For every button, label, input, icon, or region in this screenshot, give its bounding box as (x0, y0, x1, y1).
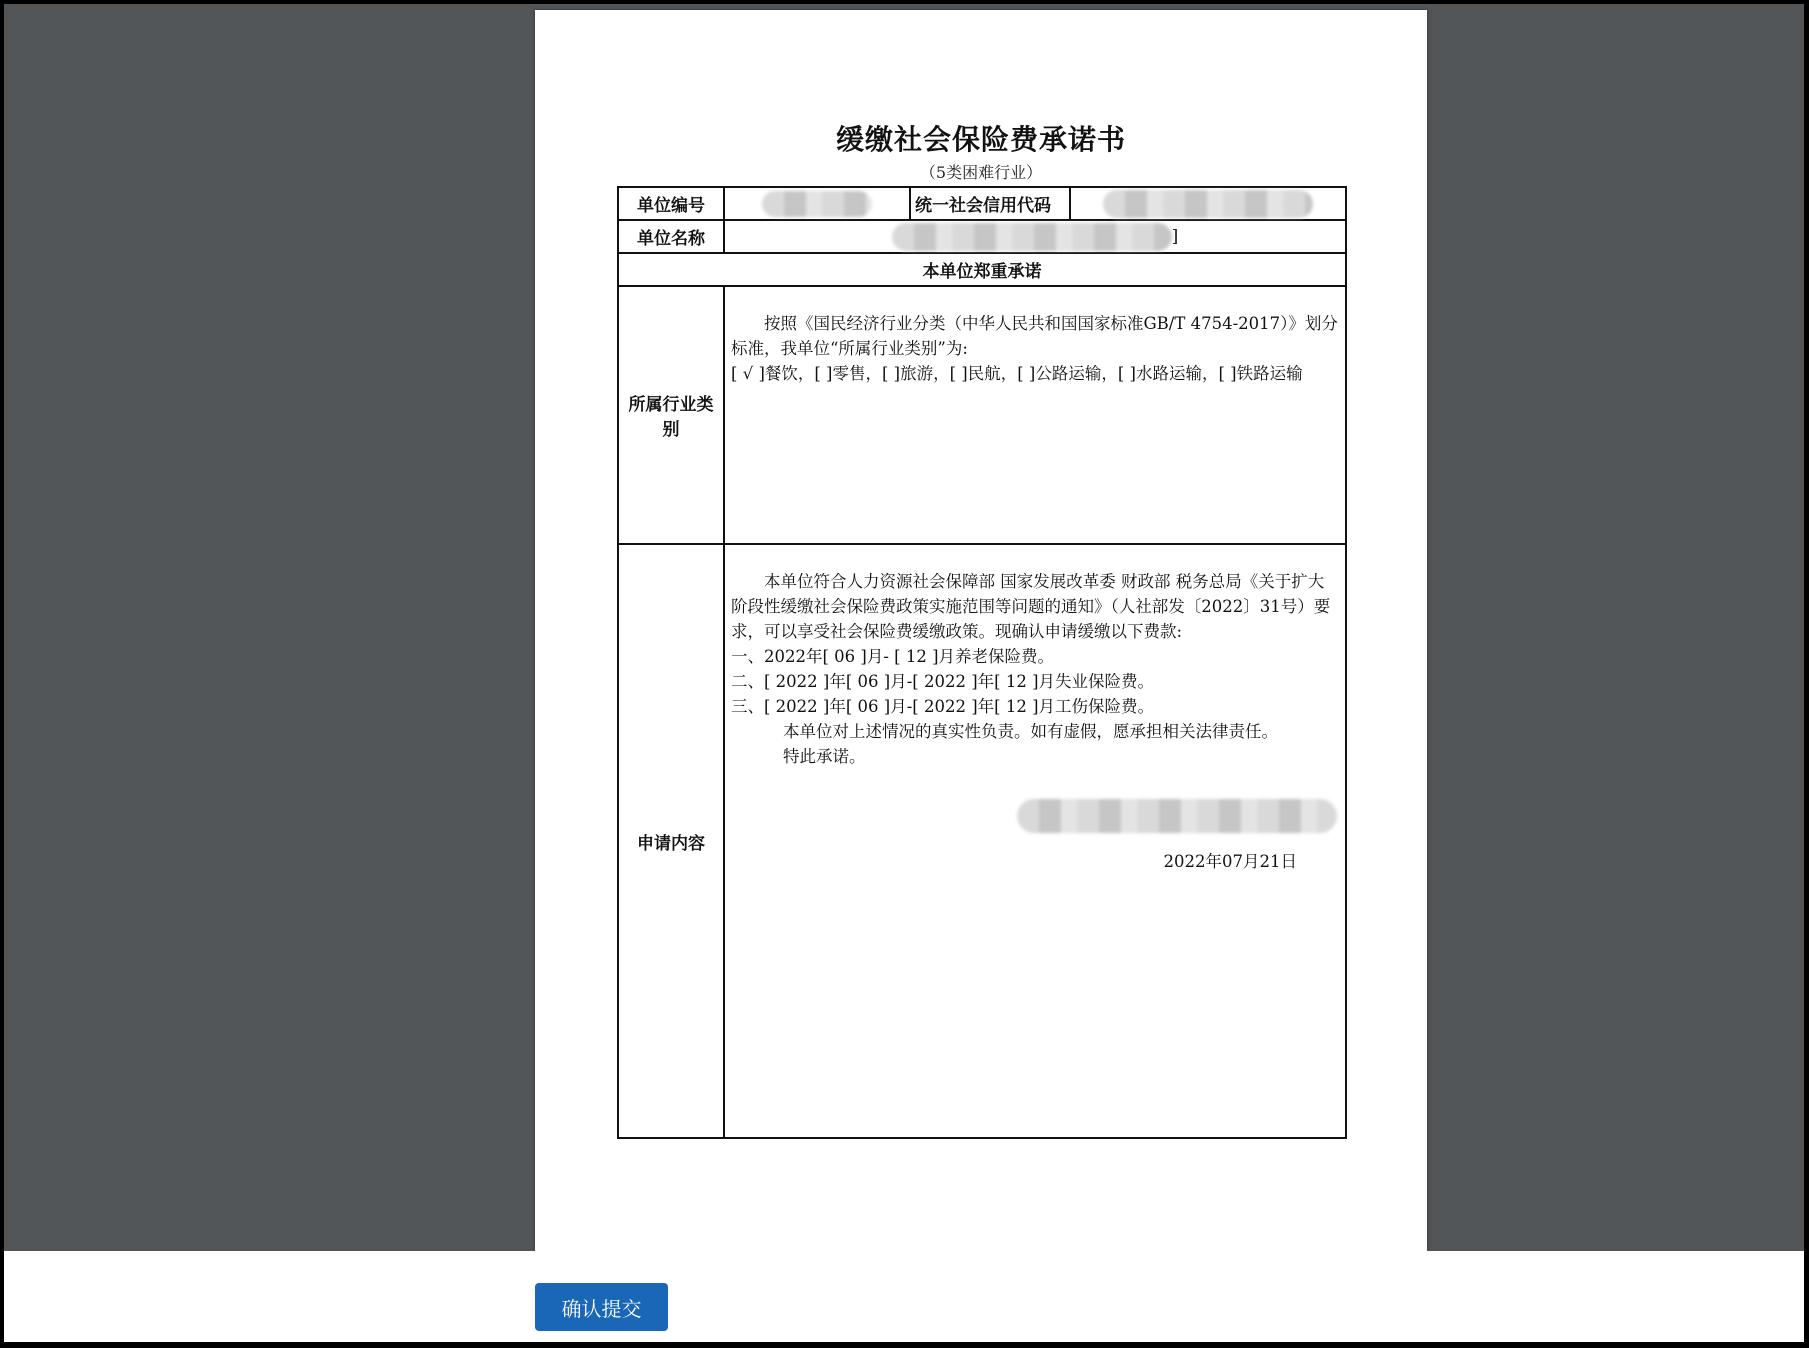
commitment-form-table (617, 186, 1347, 1139)
redacted-unit-name (892, 223, 1172, 251)
table-row (618, 187, 1346, 220)
list-item: 一、2022年[ 06 ]月- [ 12 ]月养老保险费。 (731, 647, 1055, 666)
document-title: 缓缴社会保险费承诺书 (835, 123, 1126, 156)
unit-name-tail: ] (1171, 226, 1179, 246)
document-subtitle: （5类困难行业） (919, 163, 1043, 182)
unit-name-value (724, 220, 1346, 253)
redacted-unit-number (762, 191, 872, 217)
confirm-submit-button[interactable]: 确认提交 (535, 1283, 668, 1331)
industry-options: [ √ ]餐饮，[ ]零售，[ ]旅游，[ ]民航，[ ]公路运输，[ ]水路运输，[ ]铁路运输 (731, 364, 1303, 383)
action-bar (4, 1251, 1804, 1342)
document-page (535, 10, 1427, 1251)
commitment-heading: 本单位郑重承诺 (618, 253, 1346, 286)
table-row (618, 253, 1346, 286)
industry-label: 所属行业类别 (618, 286, 724, 544)
unit-number-value (724, 187, 910, 220)
redacted-credit-code (1103, 190, 1313, 218)
app-frame (4, 4, 1804, 1342)
responsibility-statement: 本单位对上述情况的真实性负责。如有虚假，愿承担相关法律责任。 (783, 722, 1278, 741)
unit-name-label: 单位名称 (618, 220, 724, 253)
unit-number-label: 单位编号 (618, 187, 724, 220)
signature-area (731, 769, 1339, 849)
list-item: 二、[ 2022 ]年[ 06 ]月-[ 2022 ]年[ 12 ]月失业保险费。 (731, 672, 1155, 691)
application-paragraph: 本单位符合人力资源社会保障部 国家发展改革委 财政部 税务总局《关于扩大阶段性缓缴社会保险费政策实施范围等问题的通知》（人社部发〔2022〕31号）要求，可以享受社会保险费缓缴政策。现确认申请缓缴以下费款: (731, 572, 1331, 641)
pdf-viewer[interactable] (4, 4, 1804, 1251)
application-label: 申请内容 (618, 544, 724, 1138)
list-item: 三、[ 2022 ]年[ 06 ]月-[ 2022 ]年[ 12 ]月工伤保险费。 (731, 697, 1155, 716)
industry-content (724, 286, 1346, 544)
document-date: 2022年07月21日 (1163, 852, 1297, 871)
table-row (618, 220, 1346, 253)
credit-code-value (1070, 187, 1346, 220)
hereby-statement: 特此承诺。 (783, 747, 866, 766)
industry-text-1: 按照《国民经济行业分类（中华人民共和国国家标准GB/T 4754-2017）》划分标准，我单位“所属行业类别”为: (731, 314, 1338, 358)
table-row (618, 286, 1346, 544)
table-row (618, 544, 1346, 1138)
application-content (724, 544, 1346, 1138)
redacted-signature (1017, 799, 1337, 833)
credit-code-label: 统一社会信用代码 (910, 187, 1070, 220)
